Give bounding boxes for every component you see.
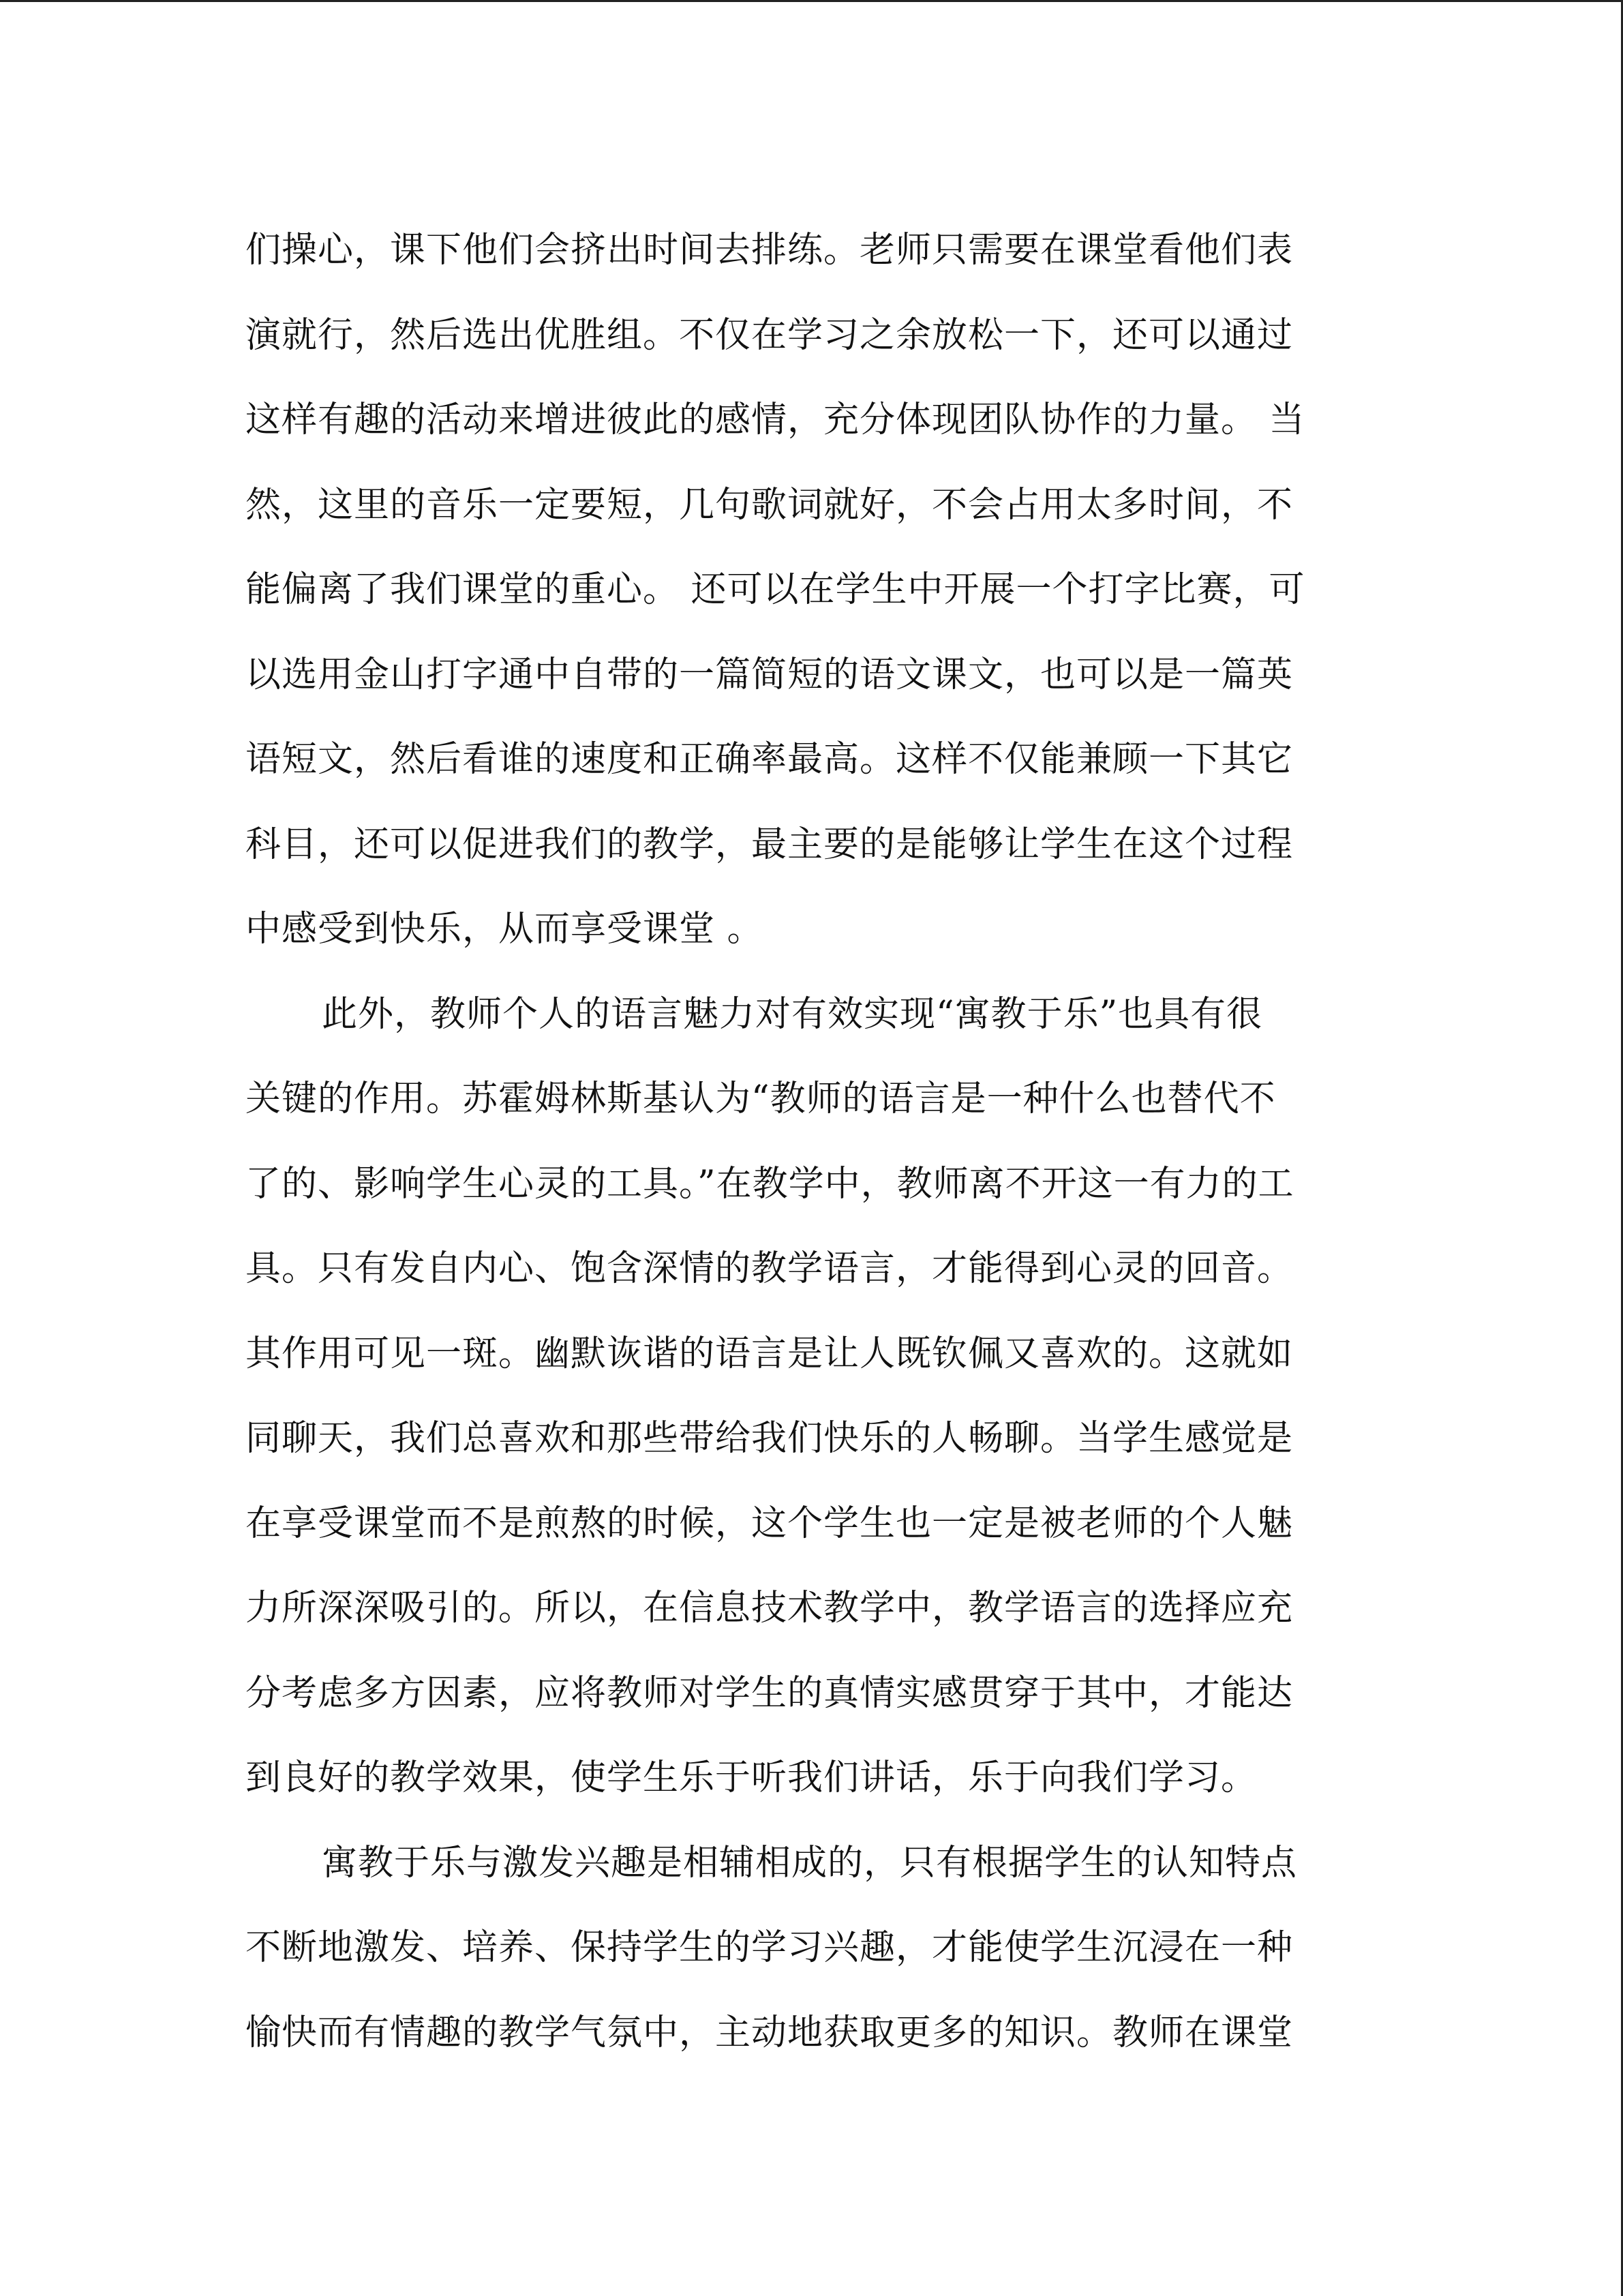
- text-line: 在享受课堂而不是煎熬的时候，这个学生也一定是被老师的个人魅: [245, 1502, 1294, 1544]
- text-line: 关键的作用。苏霍姆林斯基认为“教师的语言是一种什么也替代不: [245, 1078, 1276, 1119]
- text-line: 同聊天，我们总喜欢和那些带给我们快乐的人畅聊。当学生感觉是: [245, 1418, 1294, 1459]
- text-line: 到良好的教学效果，使学生乐于听我们讲话，乐于向我们学习。: [245, 1757, 1258, 1798]
- document-body: [245, 208, 1377, 2075]
- text-line: 演就行，然后选出优胜组。不仅在学习之余放松一下，还可以通过: [245, 314, 1294, 356]
- text-line: 不断地激发、培养、保持学生的学习兴趣，才能使学生沉浸在一种: [245, 1927, 1294, 1968]
- text-line: 语短文，然后看谁的速度和正确率最高。这样不仅能兼顾一下其它: [245, 739, 1294, 780]
- text-line: 具。只有发自内心、饱含深情的教学语言，才能得到心灵的回音。: [245, 1248, 1294, 1289]
- text-line: 这样有趣的活动来增进彼此的感情，充分体现团队协作的力量。 当: [245, 399, 1305, 440]
- paragraph-first-line: 寓教于乐与激发兴趣是相辅相成的，只有根据学生的认知特点: [322, 1842, 1298, 1884]
- paragraph-first-line: 此外，教师个人的语言魅力对有效实现“寓教于乐”也具有很: [322, 993, 1263, 1035]
- text-line: 然，这里的音乐一定要短，几句歌词就好，不会占用太多时间，不: [245, 484, 1294, 526]
- text-line: 以选用金山打字通中自带的一篇简短的语文课文，也可以是一篇英: [245, 654, 1294, 695]
- text-line: 分考虑多方因素，应将教师对学生的真情实感贯穿于其中，才能达: [245, 1672, 1294, 1714]
- text-line: 中感受到快乐，从而享受课堂 。: [245, 909, 763, 950]
- text-line: 科目，还可以促进我们的教学，最主要的是能够让学生在这个过程: [245, 824, 1294, 865]
- text-line: 愉快而有情趣的教学气氛中，主动地获取更多的知识。教师在课堂: [245, 2012, 1294, 2053]
- text-line: 们操心，课下他们会挤出时间去排练。老师只需要在课堂看他们表: [245, 230, 1294, 271]
- text-line: 了的、影响学生心灵的工具。”在教学中，教师离不开这一有力的工: [245, 1163, 1294, 1205]
- text-line: 力所深深吸引的。所以，在信息技术教学中，教学语言的选择应充: [245, 1588, 1294, 1629]
- text-line: 能偏离了我们课堂的重心。 还可以在学生中开展一个打字比赛，可: [245, 569, 1305, 610]
- text-line: 其作用可见一斑。幽默诙谐的语言是让人既钦佩又喜欢的。这就如: [245, 1333, 1294, 1374]
